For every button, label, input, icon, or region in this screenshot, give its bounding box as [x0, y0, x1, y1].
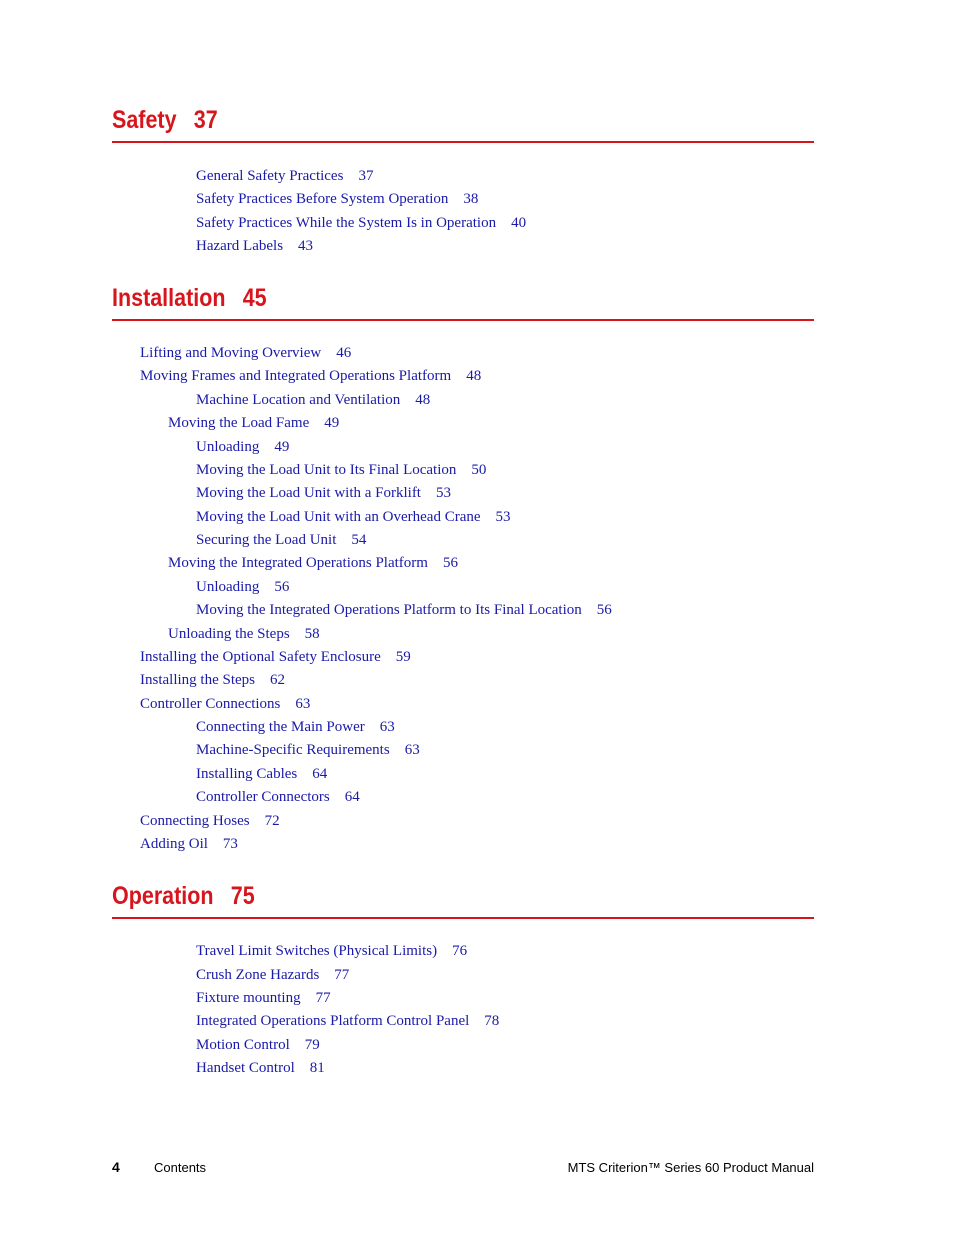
toc-entry[interactable]	[196, 718, 395, 736]
toc-entry-text: Moving Frames and Integrated Operations Platform	[140, 368, 452, 384]
toc-entry[interactable]	[196, 461, 486, 479]
toc-entry[interactable]	[196, 788, 360, 806]
section-header-operation	[112, 883, 814, 919]
toc-entry[interactable]	[196, 942, 467, 960]
toc-entry[interactable]	[140, 367, 481, 385]
toc-entry[interactable]	[168, 414, 339, 432]
toc-entry-text: Connecting the Main Power	[196, 719, 365, 735]
toc-entry[interactable]	[196, 391, 430, 409]
toc-entry-text: Moving the Integrated Operations Platform	[168, 555, 428, 571]
toc-entry-text: Securing the Load Unit	[196, 532, 337, 548]
toc-entry[interactable]	[140, 812, 280, 830]
toc-entry-page: 40	[511, 215, 527, 231]
toc-entry-text: Safety Practices Before System Operation	[196, 191, 449, 207]
toc-entry-page: 77	[315, 990, 331, 1006]
toc-entry[interactable]	[196, 237, 313, 255]
toc-entry[interactable]	[196, 989, 331, 1007]
toc-entry-text: Controller Connections	[140, 696, 281, 712]
toc-entry-page: 58	[304, 626, 320, 642]
section-title[interactable]	[112, 106, 218, 135]
toc-entry-text: Unloading	[196, 579, 260, 595]
toc-entry[interactable]	[196, 190, 478, 208]
section-page-number: 75	[230, 882, 255, 910]
footer-manual-title: MTS Criterion™ Series 60 Product Manual	[567, 1160, 814, 1175]
toc-entry-page: 64	[344, 789, 360, 805]
toc-entry-text: Lifting and Moving Overview	[140, 345, 322, 361]
toc-entry-text: Crush Zone Hazards	[196, 967, 320, 983]
toc-entry-text: Motion Control	[196, 1037, 290, 1053]
toc-entry[interactable]	[196, 484, 451, 502]
toc-entry-text: Moving the Load Fame	[168, 415, 310, 431]
toc-entry-page: 56	[274, 579, 290, 595]
toc-entry-text: Installing the Optional Safety Enclosure	[140, 649, 381, 665]
toc-entry[interactable]	[196, 214, 526, 232]
toc-entry-page: 48	[415, 392, 431, 408]
toc-entry[interactable]	[196, 765, 327, 783]
toc-entry-text: Moving the Load Unit to Its Final Location	[196, 462, 457, 478]
toc-entry[interactable]	[196, 966, 349, 984]
toc-entry-page: 49	[324, 415, 340, 431]
toc-entry-text: Safety Practices While the System Is in Operation	[196, 215, 497, 231]
toc-entry[interactable]	[140, 648, 411, 666]
toc-entry-page: 59	[395, 649, 411, 665]
section-page-number: 45	[242, 284, 267, 312]
section-title-text: Operation	[112, 882, 214, 910]
toc-entry-page: 78	[484, 1013, 500, 1029]
toc-entry-text: Connecting Hoses	[140, 813, 250, 829]
toc-entry-page: 43	[298, 238, 314, 254]
toc-entry-text: Unloading the Steps	[168, 626, 290, 642]
toc-entry-text: Installing the Steps	[140, 672, 255, 688]
toc-entry-page: 77	[334, 967, 350, 983]
toc-entry-page: 81	[309, 1060, 325, 1076]
toc-entry[interactable]	[168, 554, 458, 572]
toc-entry-page: 63	[404, 742, 420, 758]
toc-entry[interactable]	[196, 741, 420, 759]
toc-entry[interactable]	[196, 1059, 325, 1077]
toc-entry[interactable]	[168, 625, 320, 643]
section-title[interactable]	[112, 284, 267, 313]
toc-entry-page: 38	[463, 191, 479, 207]
toc-entry-page: 53	[435, 485, 451, 501]
toc-entry-page: 62	[270, 672, 285, 688]
toc-entry-text: Moving the Load Unit with a Forklift	[196, 485, 421, 501]
toc-entry[interactable]	[196, 438, 289, 456]
toc-entry-text: Machine-Specific Requirements	[196, 742, 390, 758]
toc-entry-text: General Safety Practices	[196, 168, 344, 184]
toc-entry-page: 54	[351, 532, 367, 548]
toc-entry-text: Handset Control	[196, 1060, 295, 1076]
toc-entry-text: Moving the Load Unit with an Overhead Crane	[196, 509, 481, 525]
toc-entry-text: Controller Connectors	[196, 789, 330, 805]
section-header-installation	[112, 285, 814, 321]
toc-entry[interactable]	[196, 578, 289, 596]
toc-entry-text: Moving the Integrated Operations Platform to Its Final Location	[196, 602, 582, 618]
toc-entry-page: 37	[358, 168, 374, 184]
toc-entry-page: 46	[336, 345, 352, 361]
toc-entry-page: 48	[466, 368, 482, 384]
toc-entry[interactable]	[140, 695, 310, 713]
toc-entry-text: Unloading	[196, 439, 260, 455]
toc-entry-text: Travel Limit Switches (Physical Limits)	[196, 943, 438, 959]
toc-entry[interactable]	[196, 531, 366, 549]
section-title-text: Safety	[112, 106, 177, 134]
toc-entry-page: 73	[222, 836, 238, 852]
section-title[interactable]	[112, 882, 255, 911]
toc-entry-page: 49	[274, 439, 290, 455]
toc-entry-page: 56	[596, 602, 612, 618]
toc-entry-text: Fixture mounting	[196, 990, 301, 1006]
toc-entry-text: Installing Cables	[196, 766, 298, 782]
toc-entry-page: 50	[471, 462, 487, 478]
toc-entry-page: 64	[312, 766, 328, 782]
section-title-text: Installation	[112, 284, 226, 312]
footer-section-name: Contents	[154, 1160, 207, 1175]
toc-entry-text: Machine Location and Ventilation	[196, 392, 401, 408]
toc-entry-page: 53	[495, 509, 511, 525]
toc-entry-page: 56	[442, 555, 458, 571]
toc-entry[interactable]	[196, 1012, 499, 1030]
toc-entry[interactable]	[196, 601, 612, 619]
toc-entry-text: Integrated Operations Platform Control Panel	[196, 1013, 470, 1029]
toc-entry[interactable]	[140, 671, 285, 689]
section-page-number: 37	[193, 106, 218, 134]
section-header-safety	[112, 107, 814, 143]
toc-entry-page: 63	[295, 696, 311, 712]
toc-entry-page: 79	[304, 1037, 320, 1053]
toc-entry[interactable]	[140, 835, 238, 853]
toc-entry-text: Adding Oil	[140, 836, 208, 852]
toc-entry-page: 72	[264, 813, 280, 829]
toc-entry[interactable]	[196, 1036, 320, 1054]
toc-entry[interactable]	[140, 344, 351, 362]
toc-entry-page: 76	[452, 943, 468, 959]
toc-entry-page: 63	[379, 719, 395, 735]
toc-entry[interactable]	[196, 167, 373, 185]
toc-entry[interactable]	[196, 508, 511, 526]
footer-page-number: 4	[112, 1159, 120, 1175]
toc-entry-text: Hazard Labels	[196, 238, 284, 254]
